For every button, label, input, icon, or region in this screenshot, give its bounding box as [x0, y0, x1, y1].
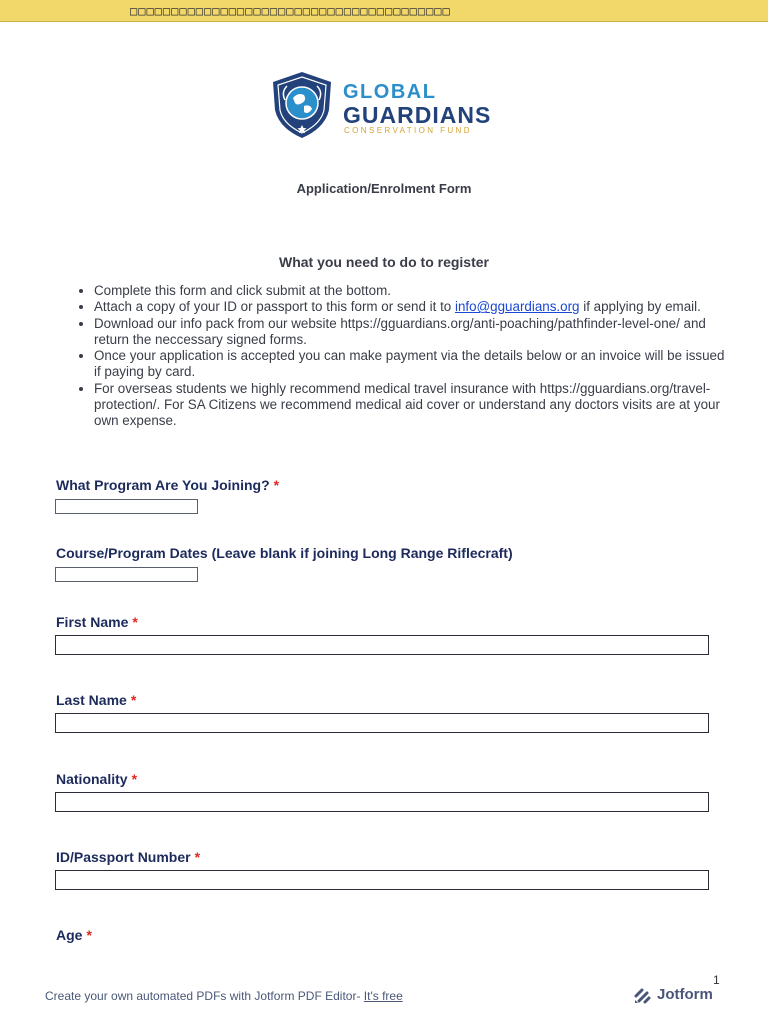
program-input[interactable]: [55, 499, 198, 514]
nationality-input[interactable]: [55, 792, 709, 812]
required-marker: *: [131, 771, 138, 787]
required-marker: *: [130, 692, 137, 708]
required-marker: *: [194, 849, 201, 865]
top-banner: [0, 0, 768, 22]
page-number: 1: [713, 973, 720, 987]
instruction-text: For overseas students we highly recommend medical travel insurance with https://gguardians.org/travel-protection/. For SA Citizens we recommend medical aid cover or understand any doctors visits are at your own expense.: [94, 380, 720, 429]
instruction-text: Complete this form and click submit at the bottom.: [94, 283, 391, 298]
required-marker: *: [86, 927, 92, 943]
first-name-label-text: First Name: [56, 614, 129, 630]
last-name-label: [56, 692, 136, 708]
shield-globe-icon: [271, 70, 333, 140]
id-passport-input[interactable]: [55, 870, 709, 890]
logo-line-guardians: GUARDIANS: [343, 102, 492, 128]
age-label: [56, 927, 92, 943]
instruction-item: [94, 283, 734, 299]
first-name-label: [56, 614, 138, 630]
last-name-label-text: Last Name: [56, 692, 127, 708]
program-label: [56, 477, 279, 493]
first-name-input[interactable]: [55, 635, 709, 655]
instruction-item: [94, 299, 734, 315]
dates-input[interactable]: [55, 567, 198, 582]
instruction-text: Once your application is accepted you can make payment via the details below or an invoice will be issued if paying by card.: [94, 348, 725, 380]
jotform-promo: [45, 989, 403, 1003]
instructions-list: [76, 283, 734, 430]
logo-line-global: GLOBAL: [343, 81, 437, 103]
email-link[interactable]: info@gguardians.org: [454, 299, 580, 315]
instruction-item: [94, 348, 734, 381]
jotform-brand: Jotform: [657, 986, 713, 1003]
banner-text: □□□□□□□□□□□□□□□□□□□□□□□□□□□□□□□□□□□□□□□: [130, 4, 451, 18]
nationality-label-text: Nationality: [56, 771, 128, 787]
program-label-text: What Program Are You Joining?: [56, 477, 270, 493]
nationality-label: [56, 771, 137, 787]
logo-line-conservation-fund: CONSERVATION FUND: [344, 126, 472, 135]
instruction-text: if applying by email.: [579, 299, 701, 315]
promo-text: Create your own automated PDFs with Jotform PDF Editor-: [45, 989, 364, 1003]
its-free-link[interactable]: It's free: [363, 989, 403, 1003]
dates-label: Course/Program Dates (Leave blank if joining Long Range Riflecraft): [56, 545, 513, 561]
id-passport-label: [56, 849, 200, 865]
required-marker: *: [132, 614, 138, 630]
instruction-text: Attach a copy of your ID or passport to this form or send it to: [94, 299, 455, 315]
register-section-title: What you need to do to register: [278, 254, 489, 270]
age-label-text: Age: [56, 927, 83, 943]
form-title: Application/Enrolment Form: [296, 181, 472, 196]
global-guardians-logo: [271, 70, 501, 140]
id-passport-label-text: ID/Passport Number: [56, 849, 191, 865]
instruction-item: [94, 381, 734, 430]
jotform-icon: [633, 987, 653, 1005]
last-name-input[interactable]: [55, 713, 709, 733]
instruction-text: Download our info pack from our website https://gguardians.org/anti-poaching/pathfinder-level-one/ and return the neccessary signed forms.: [94, 315, 706, 347]
instruction-item: [94, 316, 734, 349]
required-marker: *: [273, 477, 280, 493]
